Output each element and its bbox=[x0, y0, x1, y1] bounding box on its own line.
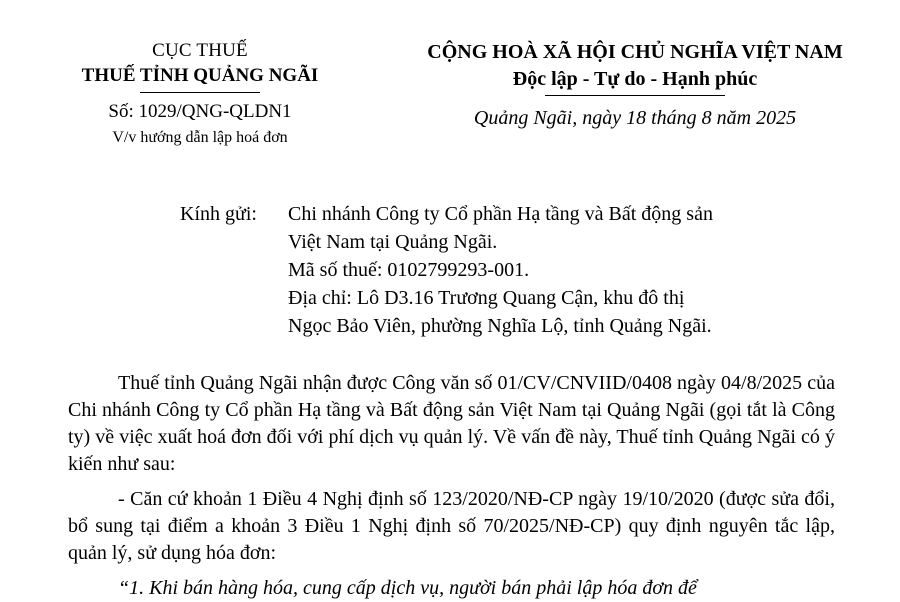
document-subject: V/v hướng dẫn lập hoá đơn bbox=[112, 129, 288, 146]
recipient-line: Việt Nam tại Quảng Ngãi. bbox=[288, 231, 498, 253]
nation-name: CỘNG HOÀ XÃ HỘI CHỦ NGHĨA VIỆT NAM bbox=[427, 41, 843, 63]
recipient-address: Địa chỉ: Lô D3.16 Trương Quang Cận, khu đô thị bbox=[288, 287, 685, 309]
parent-agency-name: CỤC THUẾ bbox=[152, 40, 248, 61]
motto-underline bbox=[545, 95, 725, 96]
recipient-address: Ngọc Bảo Viên, phường Nghĩa Lộ, tỉnh Quảng Ngãi. bbox=[288, 315, 712, 337]
issuing-agency-block bbox=[40, 38, 360, 151]
national-motto-block bbox=[390, 38, 880, 132]
body-paragraph: - Căn cứ khoản 1 Điều 4 Nghị định số 123/2020/NĐ-CP ngày 19/10/2020 (được sửa đổi, bổ sung tại điểm a khoản 3 Điều 1 Nghị định số 70/2025/NĐ-CP) quy định nguyên tắc lập, quản lý, sử dụng hóa đơn: bbox=[68, 488, 835, 564]
recipient-line: Chi nhánh Công ty Cổ phần Hạ tầng và Bất động sản bbox=[288, 203, 713, 225]
body-paragraph: Thuế tỉnh Quảng Ngãi nhận được Công văn số 01/CV/CNVIID/0408 ngày 04/8/2025 của Chi nhánh Công ty Cổ phần Hạ tầng và Bất động sản Việt Nam tại Quảng Ngãi (gọi tắt là Công ty) về việc xuất hoá đơn đối với phí dịch vụ quản lý. Về vấn đề này, Thuế tỉnh Quảng Ngãi có ý kiến như sau: bbox=[68, 372, 835, 475]
letter-body bbox=[68, 370, 835, 602]
recipient-details bbox=[288, 200, 808, 340]
quoted-regulation: “1. Khi bán hàng hóa, cung cấp dịch vụ, người bán phải lập hóa đơn để bbox=[118, 577, 697, 599]
recipient-tax-code: Mã số thuế: 0102799293-001. bbox=[288, 259, 530, 281]
national-motto: Độc lập - Tự do - Hạnh phúc bbox=[512, 68, 758, 90]
agency-underline bbox=[140, 92, 260, 93]
recipient-label: Kính gửi: bbox=[180, 203, 257, 225]
issuing-agency-name: THUẾ TỈNH QUẢNG NGÃI bbox=[81, 65, 319, 86]
place-and-date: Quảng Ngãi, ngày 18 tháng 8 năm 2025 bbox=[473, 107, 797, 129]
document-number: Số: 1029/QNG-QLDN1 bbox=[108, 101, 292, 122]
